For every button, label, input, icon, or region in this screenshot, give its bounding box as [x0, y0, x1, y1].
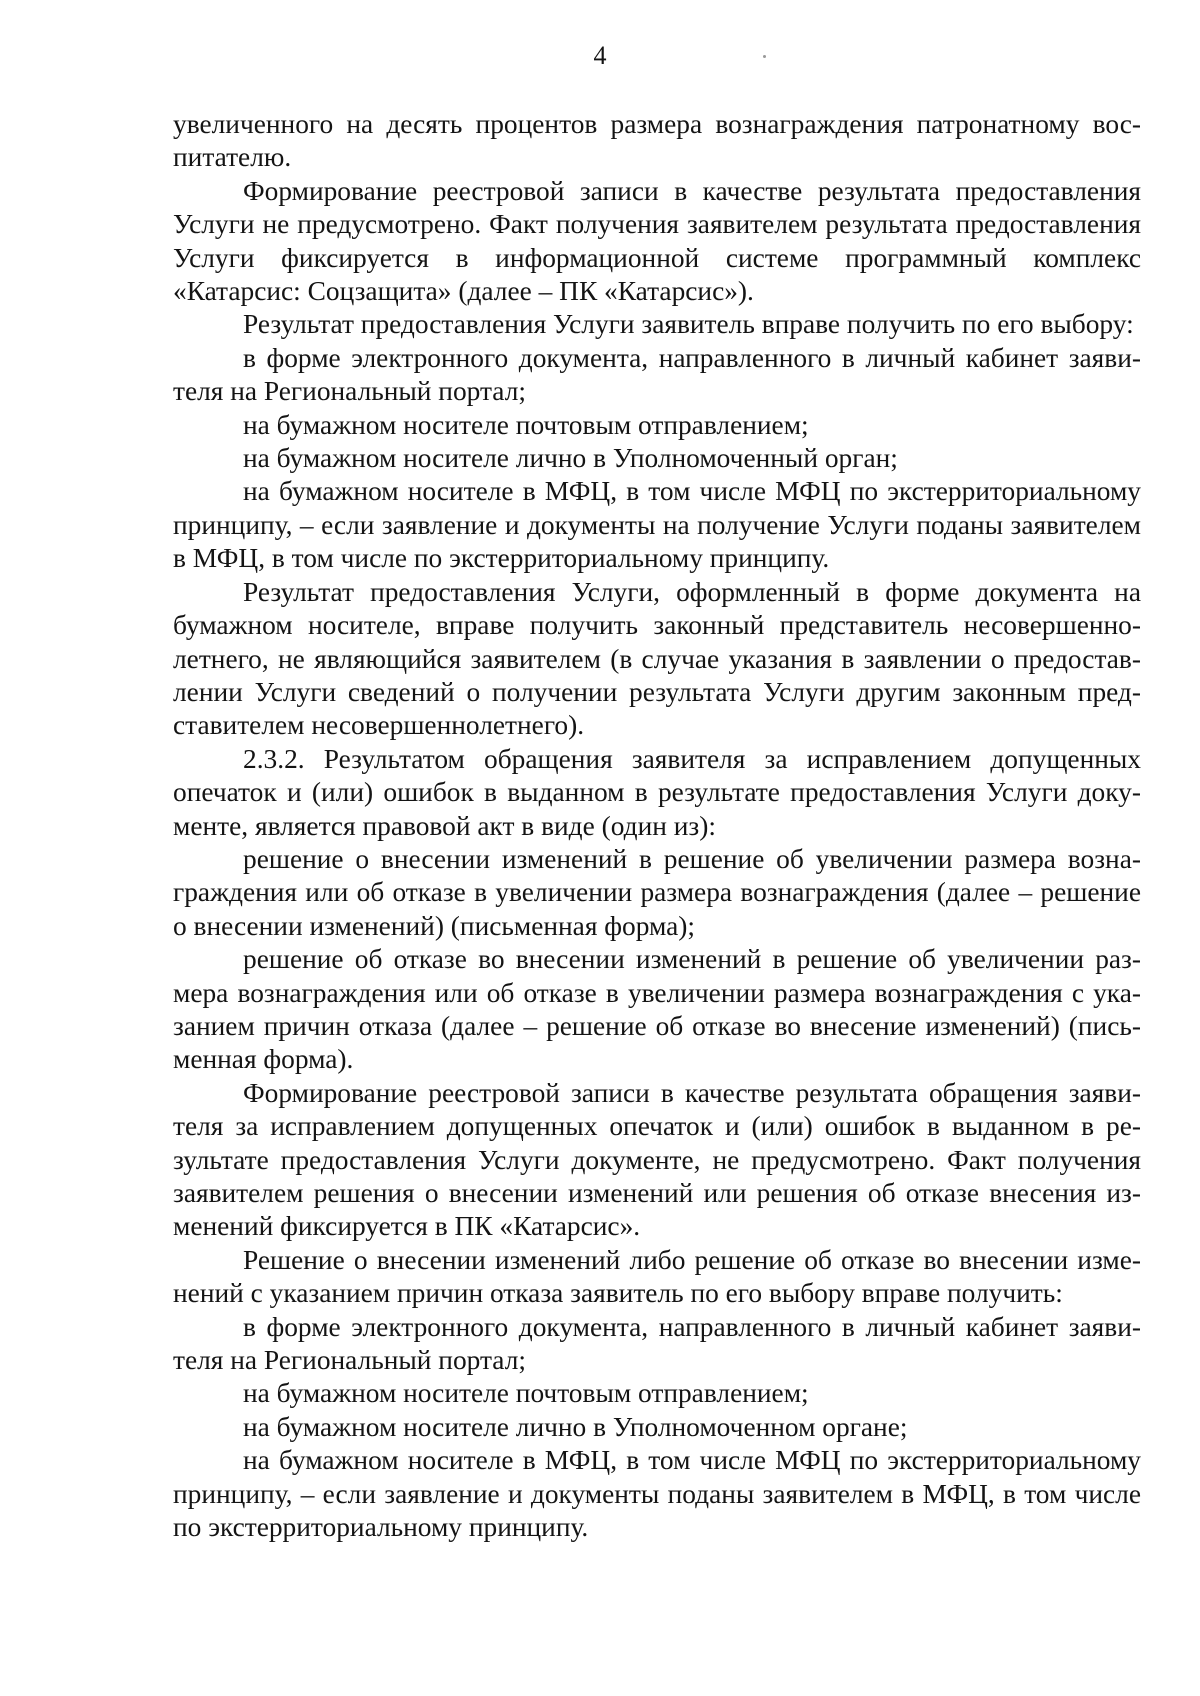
paragraph-registry-record-correction: Формирование реестровой записи в качестве результата обращения заявителя за исправлением допущенных опечаток и (или) ошибок в выданном в результате предоставления Услуги документе, не предусмотрено. Факт получения заявителем решения о внесении изменений или решения об отказе внесения изменений фиксируется в ПК «Катарсис». — [173, 1077, 1141, 1242]
paragraph-result-choice: Результат предоставления Услуги заявитель вправе получить по его выбору: — [243, 309, 1134, 340]
list-item-decision-changes: решение о внесении изменений в решение об увеличении размера вознаграждения или об отказе в увеличении размера вознаграждения (далее – решение о внесении изменений) (письменная форма); — [173, 843, 1141, 941]
scan-speck — [763, 55, 766, 58]
list-item-in-person: на бумажном носителе лично в Уполномоченный орган; — [243, 443, 898, 474]
list-item-electronic: в форме электронного документа, направленного в личный кабинет заявителя на Региональный портал; — [173, 342, 1141, 407]
paragraph-decision-choice: Решение о внесении изменений либо решение об отказе во внесении изменений с указанием причин отказа заявитель по его выбору вправе получить: — [173, 1244, 1141, 1309]
paragraph-continuation: увеличенного на десять процентов размера вознаграждения патронатному воспитателю. — [173, 109, 1141, 173]
list-item-mfc-2: на бумажном носителе в МФЦ, в том числе МФЦ по экстерриториальному принципу, – если заявление и документы поданы заявителем в МФЦ, в том числе по экстерриториальному принципу. — [173, 1445, 1141, 1543]
list-item-postal: на бумажном носителе почтовым отправлением; — [243, 409, 809, 440]
list-item-in-person-2: на бумажном носителе лично в Уполномоченном органе; — [243, 1411, 908, 1442]
list-item-decision-refusal: решение об отказе во внесении изменений в решение об увеличении размера вознаграждения или об отказе в увеличении размера вознаграждения с указанием причин отказа (далее – решение об отказе во внесение изменений) (письменная форма). — [173, 944, 1141, 1075]
page-number: 4 — [593, 41, 607, 70]
list-item-postal-2: на бумажном носителе почтовым отправлением; — [243, 1378, 809, 1409]
list-item-electronic-2: в форме электронного документа, направленного в личный кабинет заявителя на Региональный портал; — [173, 1311, 1141, 1376]
document-body — [173, 108, 1141, 1544]
paragraph-section-2-3-2: 2.3.2. Результатом обращения заявителя за исправлением допущенных опечаток и (или) ошибок в выданном в результате предоставления Услуги документе, является правовой акт в виде (один из): — [173, 743, 1141, 841]
paragraph-registry-record: Формирование реестровой записи в качестве результата предоставления Услуги не предусмотрено. Факт получения заявителем результата предоставления Услуги фиксируется в информационной системе программный комплекс «Катарсис: Соцзащита» (далее – ПК «Катарсис»). — [173, 175, 1141, 307]
list-item-mfc: на бумажном носителе в МФЦ, в том числе МФЦ по экстерриториальному принципу, – если заявление и документы на получение Услуги поданы заявителем в МФЦ, в том числе по экстерриториальному принципу. — [173, 476, 1141, 574]
paragraph-legal-representative: Результат предоставления Услуги, оформленный в форме документа на бумажном носителе, вправе получить законный представитель несовершеннолетнего, не являющийся заявителем (в случае указания в заявлении о предоставлении Услуги сведений о получении результата Услуги другим законным представителем несовершеннолетнего). — [173, 576, 1141, 741]
